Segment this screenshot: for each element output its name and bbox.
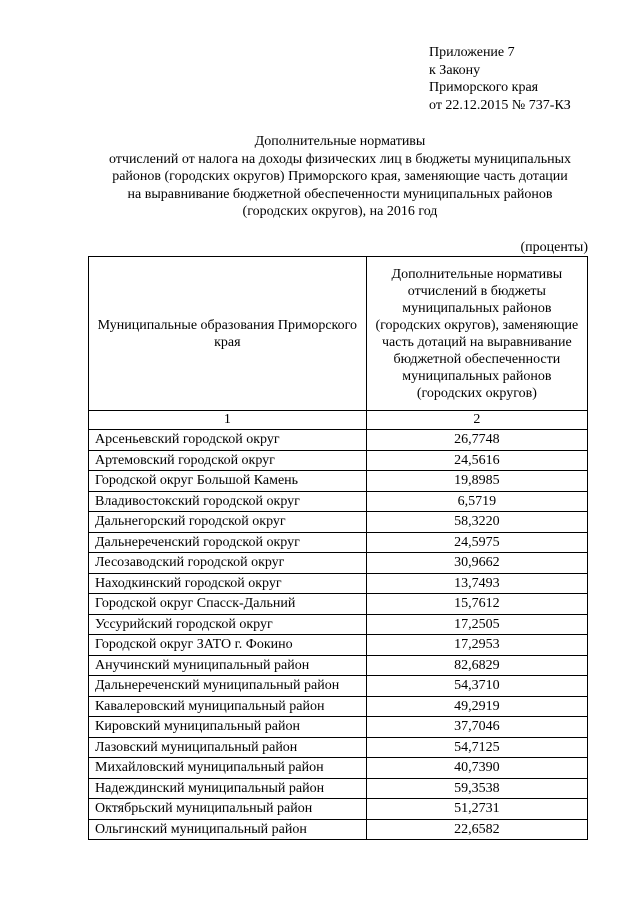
document-title <box>60 133 620 221</box>
norm-value: 13,7493 <box>366 573 587 594</box>
table-row <box>89 553 588 574</box>
municipality-name: Арсеньевский городской округ <box>89 430 367 451</box>
table-row <box>89 491 588 512</box>
title-line: Дополнительные нормативы <box>254 134 426 149</box>
norm-value: 51,2731 <box>366 799 587 820</box>
table-row <box>89 471 588 492</box>
municipality-name: Находкинский городской округ <box>89 573 367 594</box>
municipality-name: Кавалеровский муниципальный район <box>89 696 367 717</box>
table-row <box>89 635 588 656</box>
title-line: районов (городских округов) Приморского края, заменяющие часть дотации <box>112 169 568 184</box>
column-number: 2 <box>366 411 587 430</box>
norm-value: 17,2953 <box>366 635 587 656</box>
municipality-name: Дальнереченский муниципальный район <box>89 676 367 697</box>
norm-value: 54,3710 <box>366 676 587 697</box>
municipality-name: Владивостокский городской округ <box>89 491 367 512</box>
table-row <box>89 450 588 471</box>
table-body <box>89 430 588 840</box>
unit-label: (проценты) <box>520 240 588 255</box>
municipality-name: Городской округ Большой Камень <box>89 471 367 492</box>
header-municipality: Муниципальные образования Приморского края <box>89 257 367 411</box>
table-row <box>89 778 588 799</box>
norm-value: 54,7125 <box>366 737 587 758</box>
municipality-name: Октябрьский муниципальный район <box>89 799 367 820</box>
norm-value: 24,5616 <box>366 450 587 471</box>
title-line: на выравнивание бюджетной обеспеченности муниципальных районов <box>127 186 553 202</box>
municipality-name: Лазовский муниципальный район <box>89 737 367 758</box>
table-row <box>89 655 588 676</box>
norm-value: 59,3538 <box>366 778 587 799</box>
municipality-name: Городской округ Спасск-Дальний <box>89 594 367 615</box>
municipality-name: Ольгинский муниципальный район <box>89 819 367 840</box>
municipality-name: Дальнереченский городской округ <box>89 532 367 553</box>
norm-value: 26,7748 <box>366 430 587 451</box>
municipality-name: Артемовский городской округ <box>89 450 367 471</box>
municipality-name: Городской округ ЗАТО г. Фокино <box>89 635 367 656</box>
table-row <box>89 532 588 553</box>
municipality-name: Надеждинский муниципальный район <box>89 778 367 799</box>
table-row <box>89 737 588 758</box>
norm-value: 49,2919 <box>366 696 587 717</box>
appendix-line: Приморского края <box>429 80 539 95</box>
norm-value: 82,6829 <box>366 655 587 676</box>
norm-value: 30,9662 <box>366 553 587 574</box>
municipality-name: Уссурийский городской округ <box>89 614 367 635</box>
municipality-name: Михайловский муниципальный район <box>89 758 367 779</box>
table-row <box>89 512 588 533</box>
norm-value: 22,6582 <box>366 819 587 840</box>
table-row <box>89 430 588 451</box>
municipality-name: Кировский муниципальный район <box>89 717 367 738</box>
title-line: отчислений от налога на доходы физических лиц в бюджеты муниципальных <box>108 151 572 167</box>
norm-value: 40,7390 <box>366 758 587 779</box>
appendix-line: Приложение 7 <box>429 45 515 60</box>
title-line: (городских округов), на 2016 год <box>242 204 438 219</box>
column-number: 1 <box>89 411 367 430</box>
norms-table <box>88 256 588 840</box>
table-row <box>89 696 588 717</box>
table-row <box>89 594 588 615</box>
municipality-name: Дальнегорский городской округ <box>89 512 367 533</box>
table-row <box>89 573 588 594</box>
appendix-line: к Закону <box>429 62 481 78</box>
municipality-name: Анучинский муниципальный район <box>89 655 367 676</box>
table-row <box>89 614 588 635</box>
norm-value: 6,5719 <box>366 491 587 512</box>
table-row <box>89 799 588 820</box>
norm-value: 19,8985 <box>366 471 587 492</box>
norm-value: 37,7046 <box>366 717 587 738</box>
table-header-row <box>89 257 588 411</box>
appendix-line: от 22.12.2015 № 737-КЗ <box>429 97 571 113</box>
norm-value: 15,7612 <box>366 594 587 615</box>
column-number-row <box>89 411 588 430</box>
norm-value: 17,2505 <box>366 614 587 635</box>
table-row <box>89 676 588 697</box>
norm-value: 24,5975 <box>366 532 587 553</box>
table-row <box>89 717 588 738</box>
table-row <box>89 819 588 840</box>
norm-value: 58,3220 <box>366 512 587 533</box>
header-norm: Дополнительные нормативы отчислений в бюджеты муниципальных районов (городских округов), заменяющие часть дотаций на выравнивание бюджетной обеспеченности муниципальных районов (городских округов) <box>366 257 587 411</box>
table-row <box>89 758 588 779</box>
municipality-name: Лесозаводский городской округ <box>89 553 367 574</box>
appendix-note <box>429 44 571 114</box>
